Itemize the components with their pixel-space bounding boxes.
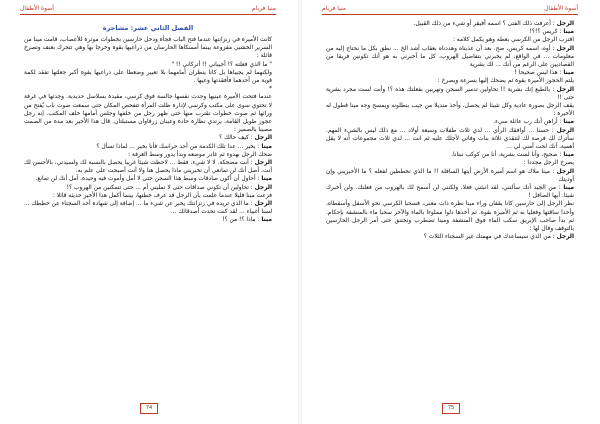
paragraph: [24, 93, 272, 134]
paragraph: [24, 61, 272, 69]
paragraph: الرجل : أعرفت ذلك الفتى ؟ اسمه أفيقر أو شيء من ذلك القبيل.: [413, 21, 574, 27]
paragraph-text: أنت مضحكة. لا لا شيء، فقط ... لاحظت شيئا غريبا يحصل بالنسبة لك ولسيدتي، بالأحسن لك أنت. أصل أنك لن تمانعي أن تخبريني ماذا يحصل هنا ولا أنت أصبحت على علم به.: [24, 160, 272, 175]
paragraph-text: من الجيد أنك سألتني، لقد انبثني فعلا، ولكنني لن أسمح لك بالهروب من فعلتك. ولن أخبرك شيئا. أيها الصافل !: [326, 185, 574, 200]
paragraph-text: من الذي سيساعدك في مهمتك غير السجناء الثلاث ؟: [423, 234, 551, 241]
paragraph-text: أعرفت ذلك الفتى ؟ اسمه أفيقر أو شيء من ذلك القبيل.: [413, 21, 551, 27]
paragraph: الرجل : من الذي سيساعدك في مهمتك غير السجناء الثلاث ؟: [423, 234, 574, 241]
paragraph: [24, 85, 272, 93]
right-header-author: منيا فريام: [322, 5, 346, 12]
speaker-name: مينا: [261, 143, 272, 150]
paragraph: مينا : أحاول أن أكون صادقات وسط هذا السجن حتى لا أمل وأموت فيه وحيدة. آمل أنك لن تمانع.: [35, 176, 272, 183]
speaker-name: مينا: [563, 29, 574, 36]
paragraph: مينا : أراهن أنك رب عائلة سيء.: [493, 119, 574, 126]
paragraph: [24, 151, 272, 159]
paragraph-text: بخير ... عدا تلك الكدمة من أحد حراسك فأنا بخير ... لماذا تسأل ؟: [96, 143, 256, 150]
paragraph-text: ماذا ؟! من ؟!: [222, 217, 256, 224]
paragraph: الرجل : حسنا ... أوافقك الرأي ... لدي ثلاث طفلات وسبعة أولاد ... مع ذلك ليس بالشيء المهم. سأترك لك فرصة لك لتنقذي ثلاثة بنات وفاتي لأجلك عليه ثم انت ... لدي ثلاث مجموعات أنه لا يقل أهمية، أنك لحت أمني لي ...: [326, 127, 574, 151]
paragraph: مينا : من الجيد أنك سألتني، لقد انبثني فعلا، ولكنني لن أسمح لك بالهروب من فعلتك. ولن أخبرك شيئا. أيها الصافل !: [326, 185, 575, 200]
speaker-name: مينا: [563, 119, 574, 126]
paragraph-text: هذا ليس صحيحا !: [514, 70, 558, 77]
right-page-body: [326, 20, 574, 241]
speaker-name: الرجل: [556, 127, 574, 134]
left-page-number: 74: [140, 403, 158, 414]
paragraph-text: أوه، اسمه كريس، صح. بعد أن عذبناه وهددناه بعقاب أشد الخ ... نطق بكل ما نحتاج إليه من معلومات ... في الواقع، لم يخبرني بتفاصيل الهروب، كل ما أخبرني به هو أنك تكونين فريقا من القصاديين على الرغم من أنك ... لك بشرية: [326, 45, 574, 69]
right-page-number: 75: [442, 403, 460, 414]
paragraph: [24, 192, 272, 200]
left-header-author: منيا فريام: [252, 5, 276, 12]
speaker-name: الرجل: [556, 234, 574, 241]
chapter-title: الفصل الثاني عشر: مشاجرة: [102, 24, 194, 32]
paragraph-text: نظر الرجل إلى حارسين كانا يقفان وراء مينا نظرة ذات معنى، فسحبا الكرسي نحو الأسفل وأسقطاه، وأخذا ساقتها وفعليا به ثم الأميرة بقوة. ثم أخذها دلوا مملوءا بالماء والآخر سحبا ماء بالمنشفة بإحكام. ثم بدأ صاحب الإبريق سكب الماء فوق المنشفة ومينا تضطرب وتختنق حتى أمر الرجل الحارسين بالتوقف وقال لها :: [326, 201, 574, 233]
speaker-name: مينا: [261, 176, 272, 183]
paragraph: الرجل : أنت مضحكة. لا لا شيء، فقط ... لاحظت شيئا غريبا يحصل بالنسبة لك ولسيدتي، بالأحسن لك أنت. أصل أنك لن تمانعي أن تخبريني ماذا يحصل هنا ولا أنت أصبحت على علم به.: [24, 160, 272, 175]
paragraph: الرجل : كيف حالك ؟: [219, 135, 272, 142]
paragraph-text: ولكنهما لم يجيباها بل كانا ينظران أمامهما بلا تعبير وضغطا على ذراعيها بقوة أكبر جعلتها تفقد لكمة قوية من أحدهما فأفقدتها وعيها .: [24, 69, 272, 85]
paragraph-text: كيف حالك ؟: [219, 135, 249, 142]
book-gutter: [298, 0, 302, 424]
paragraph-text: صحيح، وأنا لست بشرية، أنا من كوكب نبتانا.: [451, 152, 558, 159]
paragraph: مينا : ماذا ؟! من ؟!: [222, 217, 272, 224]
speaker-name: مينا: [563, 185, 575, 192]
paragraph-text: أراهن أنك رب عائلة سيء.: [493, 119, 558, 126]
paragraph: [326, 159, 574, 167]
paragraph-text: أحاول أن أكون صادقات وسط هذا السجن حتى لا أمل وأموت فيه وحيدة. آمل أنك لن تمانع.: [35, 176, 256, 183]
paragraph: [326, 36, 574, 44]
paragraph-text: عندما فتحت الأميرة عينيها وجدت نفسها جالسة فوق كرسي، مقيدة بسلاسل حديدية. وجدتها في غرفة لا تحتوي سوى على مكتب وكرسي لإدارة ظلت المرأة تتفحص المكان حتى سمعت صوت باب يُفتح من ورائها ثم صوت خطوات تقترب منها حتى ظهر رجل من خلفها وجلس أمامها خلف المكتب. إنه رجل عجوز طويل القامة، يرتدي نظارة حادة وعينان زرقاوان مستبلتان. قال هذا الأخير بعد مدة من الصمت مصيبا بالصمير :: [24, 94, 272, 134]
speaker-name: الرجل: [556, 21, 574, 27]
paragraph-text: ضحك الرجل بهدوء ثم غادر موضعه وبدأ يدور وسط الغرفة :: [128, 151, 272, 158]
right-page-header: [322, 4, 578, 15]
paragraph-text: فزعت مينا قليلا عندما علمت بأن الرجل قد عرف خطتها، بينما أكمل هذا الأخير حديثه قائلا :: [52, 192, 272, 199]
speaker-name: الرجل: [556, 168, 574, 175]
paragraph-text: اقترب الرجل من الكرسي بعطه وهو يكمل كلامه :: [452, 37, 574, 44]
speaker-name: الرجل: [556, 45, 574, 52]
paragraph-text: بالطبع إنك بشرية !! تحاولين تدمير السجن وتهربين بفعلتك هذه ؟! وأنت لست مجرد بشرية حتى !!: [326, 86, 574, 101]
paragraph-text: كانت الأميرة في زنزانتها عندما فتح الباب فجأة ودخل حارسين بخطوات موترة للأعصاب، قامت مينا من السرير الخشبي مفزوعة بينما أمسكاها الحارسان من ذراعيها بقوة وخرجا بها وهي تتحرك بعنف وتصرخ قائلة :: [24, 37, 272, 60]
paragraph-text: يصرخ الرجل مجددا :: [523, 160, 574, 167]
paragraph: مينا : صحيح، وأنا لست بشرية، أنا من كوكب نبتانا.: [451, 152, 574, 159]
speaker-name: الرجل: [254, 135, 272, 142]
left-header-book-title: أسوة الأطفال: [20, 5, 54, 12]
paragraph: الرجل : ما الذي تريده في زنزانتك يخبر عن شيء ما ... إضافة إلى شهادة أحد السجناء عن خططك ... لسنا أغبياء ... لقد كنت تحدث أصدقائك ...: [24, 201, 272, 216]
paragraph: [24, 69, 272, 85]
paragraph-text: تحاولين أن تكوني صداقات حتى لا تمليني أم ... حتى تتمكنين من الهروب ؟!: [66, 184, 249, 191]
left-page: [10, 0, 286, 424]
paragraph-text: كريس ؟!؟!: [529, 29, 558, 36]
left-page-body: [24, 36, 272, 225]
paragraph: الرجل : أوه، اسمه كريس، صح. بعد أن عذبناه وهددناه بعقاب أشد الخ ... نطق بكل ما نحتاج إليه من معلومات ... في الواقع، لم يخبرني بتفاصيل الهروب، كل ما أخبرني به هو أنك تكونين فريقا من القصاديين على الرغم من أنك ... لك بشرية: [326, 45, 574, 69]
paragraph-text: مينا ملاك هو اسم أميرة الأرض أيتها السافلة !! ما الذي تخططين لفعله ؟ ما الأخبريني وإن أوذيتك: [326, 168, 574, 183]
paragraph: [326, 77, 574, 85]
paragraph: مينا : هذا ليس صحيحا !: [514, 70, 574, 77]
paragraph: الرجل : مينا ملاك هو اسم أميرة الأرض أيتها السافلة !! ما الذي تخططين لفعله ؟ ما الأخبريني وإن أوذيتك: [326, 168, 574, 183]
paragraph-text: ما الذي تريده في زنزانتك يخبر عن شيء ما ... إضافة إلى شهادة أحد السجناء عن خططك ... لسنا أغبياء ... لقد كنت تحدث أصدقائك ...: [24, 201, 272, 216]
speaker-name: الرجل: [254, 160, 272, 167]
paragraph: [326, 102, 574, 118]
right-header-book-title: أسوة الأطفال: [544, 5, 578, 12]
paragraph: [326, 200, 574, 233]
left-page-header: [20, 4, 276, 15]
speaker-name: الرجل: [556, 86, 574, 93]
paragraph: [24, 36, 272, 61]
speaker-name: الرجل: [254, 201, 272, 208]
paragraph: الرجل : بالطبع إنك بشرية !! تحاولين تدمير السجن وتهربين بفعلتك هذه ؟! وأنت لست مجرد بشرية حتى !!: [326, 86, 574, 101]
paragraph-text: " ما الذي فعلته ؟! أجيباني !! أتركاني !! ": [171, 61, 272, 68]
paragraph-text: *: [269, 86, 272, 93]
speaker-name: مينا: [261, 217, 272, 224]
right-page: [312, 0, 588, 424]
paragraph: مينا : بخير ... عدا تلك الكدمة من أحد حراسك فأنا بخير ... لماذا تسأل ؟: [96, 143, 272, 150]
speaker-name: الرجل: [254, 184, 272, 191]
paragraph: الرجل : تحاولين أن تكوني صداقات حتى لا تمليني أم ... حتى تتمكنين من الهروب ؟!: [66, 184, 272, 191]
speaker-name: مينا: [563, 152, 574, 159]
paragraph-text: يلتم الحجوز الأميرة بقوة ثم يضحك إليها بسرعة ويصرخ :: [437, 78, 574, 85]
paragraph-text: حسنا ... أوافقك الرأي ... لدي ثلاث طفلات وسبعة أولاد ... مع ذلك ليس بالشيء المهم. سأترك لك فرصة لك لتنقذي ثلاثة بنات وفاتي لأجلك عليه ثم انت ... لدي ثلاث مجموعات أنه لا يقل أهمية، أنك لحت أمني لي ...: [326, 127, 574, 151]
paragraph-text: يقف الرجل بصورة عادية وكل شيئا لم يحصل، وأخذ منديلا من جيب بنطلونه ويمسح وجه مينا قطول له الأخيرة :: [326, 103, 574, 118]
paragraph: مينا : كريس ؟!؟!: [529, 29, 574, 36]
speaker-name: مينا: [563, 70, 574, 77]
